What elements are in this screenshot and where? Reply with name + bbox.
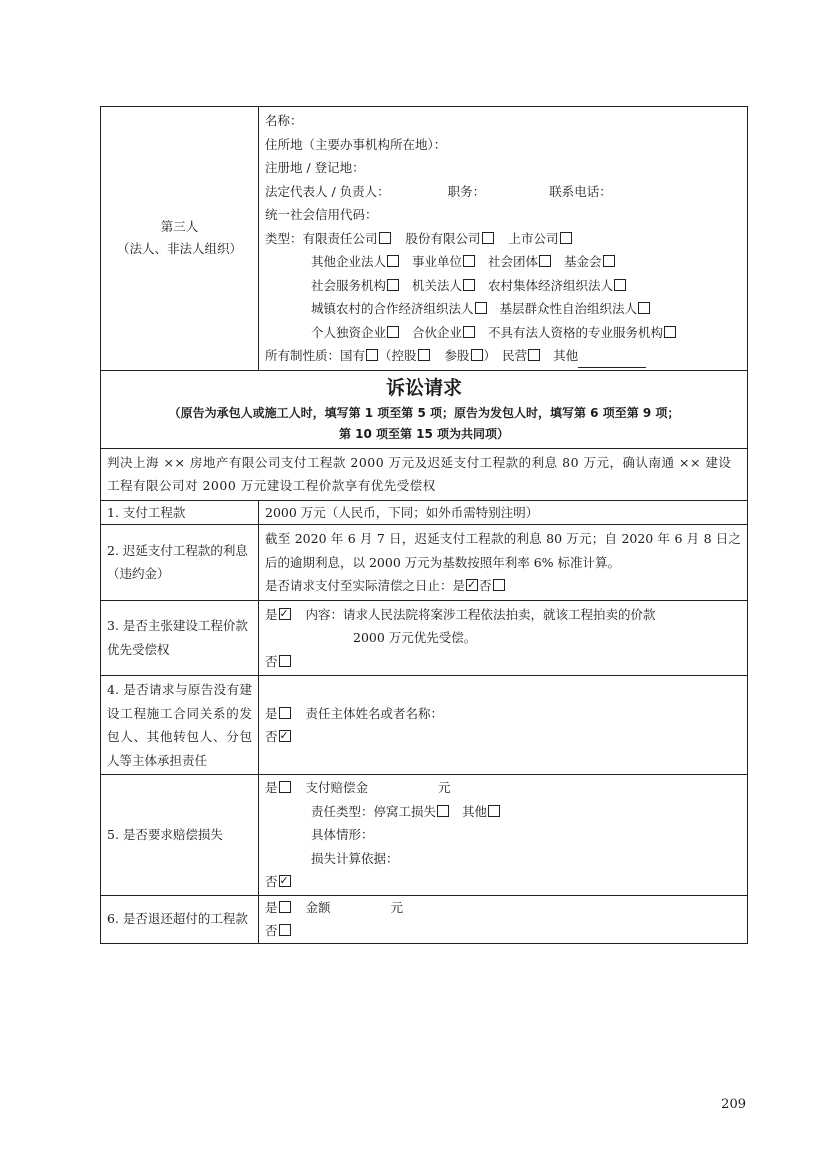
item-5-type: 责任类型：停窝工损失 [311, 803, 437, 819]
checkbox[interactable] [379, 232, 391, 244]
item-5-unit: 元 [438, 780, 451, 795]
ownership-share: 参股 [444, 348, 470, 363]
ownership-other: 其他 [553, 348, 579, 363]
third-party-label: 第三人 [160, 219, 199, 235]
item-1-row [101, 500, 748, 525]
checkbox[interactable] [279, 924, 291, 936]
no-label: 否 [265, 729, 278, 744]
no-label: 否 [265, 653, 278, 669]
checkbox[interactable] [603, 255, 615, 267]
type-option: 个人独资企业 [311, 324, 387, 340]
type-option: 不具有法人资格的专业服务机构 [488, 324, 664, 340]
type-option: 社会服务机构 [311, 277, 387, 293]
item-5-yes-line [265, 776, 741, 800]
third-party-details-cell [259, 107, 748, 371]
claims-note-1: （原告为承包人或施工人时，填写第 1 项至第 5 项；原告为发包人时，填写第 6 项至第 9 项； [168, 405, 680, 420]
tp-type-line-2 [265, 250, 741, 274]
item-4-row [101, 676, 748, 775]
judgment-text: 判决上海 ×× 房地产有限公司支付工程款 2000 万元及迟延支付工程款的利息 80 万元，确认南通 ×× 建设工程有限公司对 2000 万元建设工程价款享有优先受偿权 [101, 448, 748, 500]
checkbox[interactable] [418, 349, 430, 361]
tp-type-label: 类型： [265, 230, 303, 246]
item-2-text: 截至 2020 年 6 月 7 日，迟延支付工程款的利息 80 万元；自 2020 年 6 月 8 日之后的逾期利息，以 2000 万元为基数按照年利率 6% 标准计算。 [265, 531, 741, 570]
item-6-no-line [265, 919, 741, 943]
no-label: 否 [265, 923, 278, 938]
item-3-content-2: 2000 万元优先受偿。 [353, 630, 477, 645]
checkbox[interactable] [437, 805, 449, 817]
type-option: 股份有限公司 [405, 230, 481, 246]
type-option: 合伙企业 [412, 324, 463, 340]
claims-title: 诉讼请求 [385, 376, 462, 399]
checkbox-checked[interactable] [279, 875, 291, 887]
checkbox[interactable] [493, 579, 505, 591]
tp-domicile-line: 住所地（主要办事机构所在地）： [265, 136, 447, 152]
checkbox[interactable] [387, 326, 399, 338]
item-6-amount: 金额 [305, 899, 331, 915]
type-option: 上市公司 [508, 230, 559, 246]
item-4-no-line [265, 725, 741, 749]
item-2-question: 是否请求支付至实际清偿之日止：是 [265, 578, 466, 593]
checkbox[interactable] [664, 326, 676, 338]
tp-name-line: 名称： [265, 113, 303, 128]
page-number: 209 [721, 1097, 746, 1112]
checkbox-checked[interactable] [279, 730, 291, 742]
tp-type-line-3 [265, 274, 741, 298]
no-label: 否 [479, 578, 492, 593]
item-4-label: 4. 是否请求与原告没有建设工程施工合同关系的发包人、其他转包人、分包人等主体承担责任 [101, 676, 259, 775]
claims-header-row [101, 370, 748, 448]
item-5-detail: 具体情形： [311, 827, 374, 842]
yes-label: 是 [265, 606, 278, 622]
no-label: 否 [265, 874, 278, 889]
checkbox[interactable] [279, 707, 291, 719]
tp-type-line-1 [265, 227, 741, 251]
item-5-basis: 损失计算依据： [311, 850, 399, 866]
item-3-no-line [265, 650, 741, 674]
tp-type-line-5 [265, 321, 741, 345]
item-3-value-cell [259, 600, 748, 676]
yes-label: 是 [265, 780, 278, 795]
checkbox[interactable] [387, 255, 399, 267]
checkbox[interactable] [279, 901, 291, 913]
checkbox[interactable] [638, 302, 650, 314]
checkbox[interactable] [463, 255, 475, 267]
item-3-yes-line [265, 603, 741, 627]
tp-position: 职务： [447, 183, 486, 199]
type-option: 机关法人 [412, 277, 463, 293]
item-3-content: 内容：请求人民法院将案涉工程依法拍卖，就该工程拍卖的价款 [305, 606, 656, 622]
tp-legal-rep: 法定代表人 / 负责人： [265, 183, 390, 199]
tp-phone: 联系电话： [549, 183, 612, 199]
item-4-yes-line [265, 702, 741, 726]
item-2-label: 2. 迟延支付工程款的利息（违约金） [101, 525, 259, 601]
item-4-value-cell [259, 676, 748, 775]
tp-credit-line: 统一社会信用代码： [265, 207, 378, 222]
item-5-pay: 支付赔偿金 [305, 780, 369, 795]
type-option: 农村集体经济组织法人 [488, 277, 614, 293]
item-6-value-cell [259, 895, 748, 943]
ownership-private: 民营 [502, 348, 528, 363]
checkbox[interactable] [539, 255, 551, 267]
judgment-row [101, 448, 748, 500]
item-1-value: 2000 万元（人民币，下同；如外币需特别注明） [259, 500, 748, 525]
type-option: 基金会 [564, 254, 602, 269]
checkbox-checked[interactable] [279, 608, 291, 620]
tp-type-line-4 [265, 297, 741, 321]
type-option: 有限责任公司 [302, 230, 378, 246]
item-5-value-cell [259, 775, 748, 896]
ownership-paren: ） [483, 348, 497, 363]
item-1-label: 1. 支付工程款 [101, 500, 259, 525]
tp-legal-rep-line [265, 180, 741, 204]
type-option: 城镇农村的合作经济组织法人 [311, 301, 474, 316]
item-5-type-line [265, 800, 741, 824]
checkbox-checked[interactable] [466, 579, 478, 591]
item-3-label: 3. 是否主张建设工程价款优先受偿权 [101, 600, 259, 676]
item-4-text: 责任主体姓名或者名称： [305, 705, 444, 721]
ownership-other-blank[interactable] [578, 353, 646, 368]
checkbox[interactable] [528, 349, 540, 361]
checkbox[interactable] [463, 326, 475, 338]
type-option: 社会团体 [488, 254, 539, 269]
item-5-no-line [265, 870, 741, 894]
ownership-holding: （控股 [379, 348, 417, 363]
checkbox[interactable] [471, 349, 483, 361]
item-6-yes-line [265, 896, 741, 920]
checkbox[interactable] [387, 279, 399, 291]
item-6-label: 6. 是否退还超付的工程款 [101, 895, 259, 943]
yes-label: 是 [265, 705, 278, 721]
claims-header-cell [101, 370, 748, 448]
complaint-form-table [100, 106, 748, 944]
checkbox[interactable] [488, 805, 500, 817]
yes-label: 是 [265, 899, 278, 915]
checkbox[interactable] [279, 655, 291, 667]
checkbox[interactable] [366, 349, 378, 361]
item-5-row [101, 775, 748, 896]
checkbox[interactable] [463, 279, 475, 291]
claims-note-2: 第 10 项至第 15 项为共同项） [338, 426, 510, 441]
ownership-label: 所有制性质：国有 [265, 348, 366, 363]
third-party-label-sub: （法人、非法人组织） [116, 241, 242, 257]
checkbox[interactable] [482, 232, 494, 244]
type-option: 其他企业法人 [311, 254, 387, 269]
checkbox[interactable] [614, 279, 626, 291]
checkbox[interactable] [475, 302, 487, 314]
item-2-row [101, 525, 748, 601]
checkbox[interactable] [279, 781, 291, 793]
checkbox[interactable] [560, 232, 572, 244]
third-party-row [101, 107, 748, 371]
item-6-unit: 元 [390, 899, 404, 915]
type-option: 事业单位 [412, 254, 463, 269]
item-6-row [101, 895, 748, 943]
item-2-question-line [265, 574, 741, 598]
tp-reg-line: 注册地 / 登记地： [265, 160, 365, 175]
type-option: 基层群众性自治组织法人 [499, 301, 638, 316]
item-2-value-cell [259, 525, 748, 601]
item-5-label: 5. 是否要求赔偿损失 [101, 775, 259, 896]
third-party-label-cell [101, 107, 259, 371]
item-3-row [101, 600, 748, 676]
tp-ownership-line [265, 344, 741, 368]
item-5-other: 其他 [462, 803, 488, 819]
